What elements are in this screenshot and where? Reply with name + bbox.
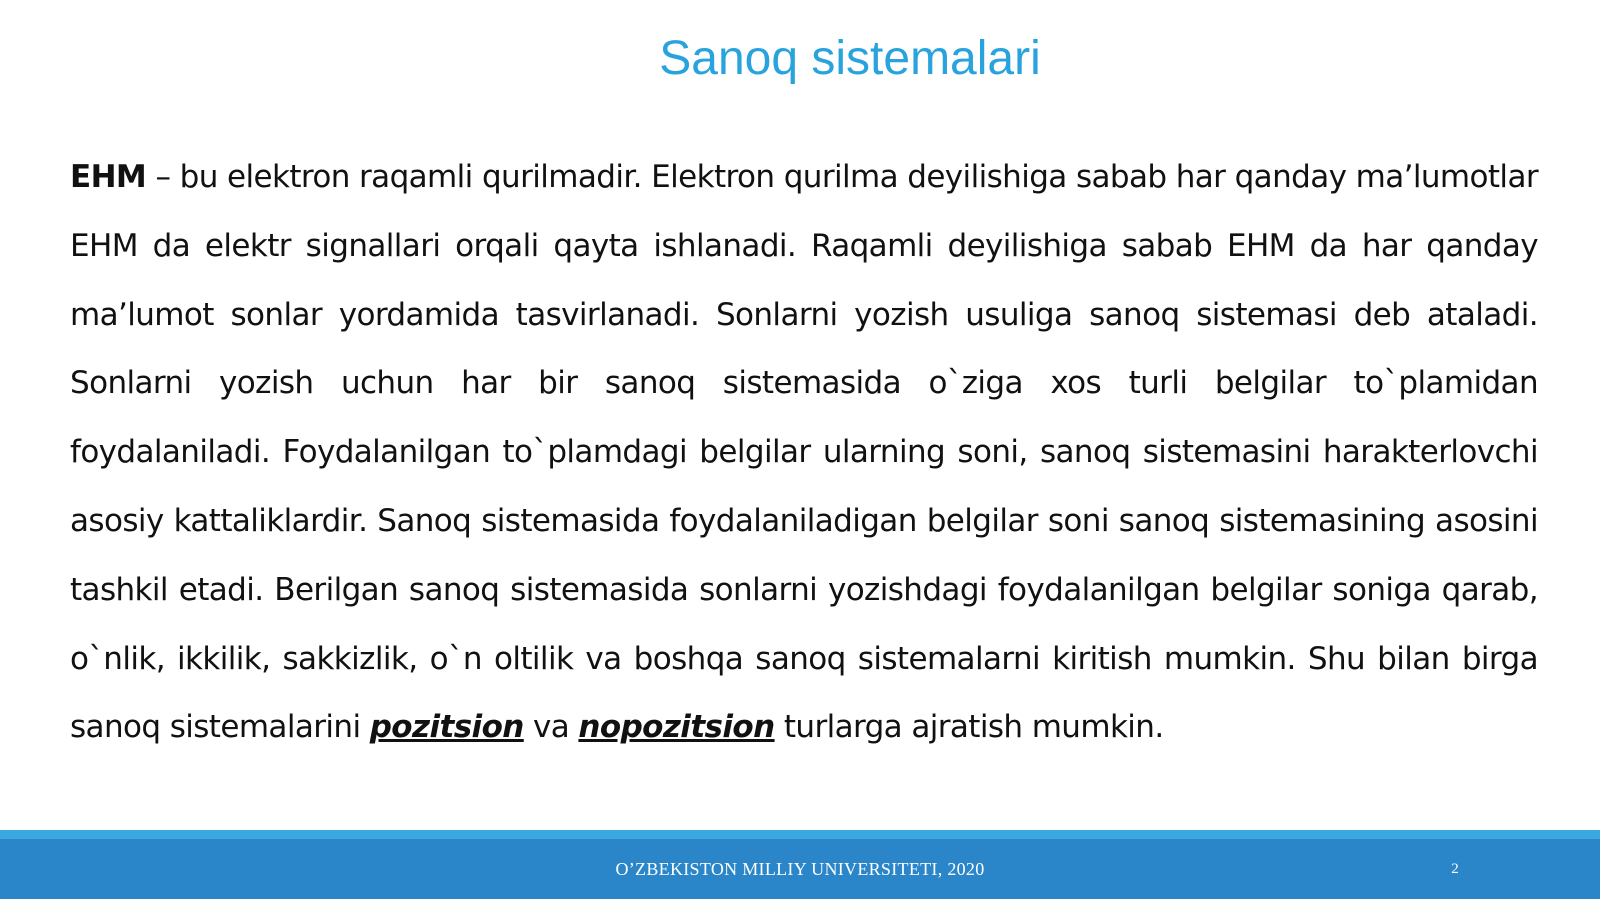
footer-stripe [0,830,1600,839]
page-number: 2 [1451,861,1459,877]
paragraph-main-text: – bu elektron raqamli qurilmadir. Elektron qurilma deyilishiga sabab har qanday ma’lumotlar EHM da elektr signallari orqali qayta ishlanadi. Raqamli deyilishiga sabab EHM da har qanday ma’lumot sonlar yordamida tasvirlanadi. Sonlarni yozish usuliga sanoq sistemasi deb ataladi. Sonlarni yozish uchun har bir sanoq sistemasida o`ziga xos turli belgilar to`plamidan foydalaniladi. Foydalanilgan to`plamdagi belgilar ularning soni, sanoq sistemasini harakterlovchi asosiy kattaliklardir. Sanoq sistemasida foydalaniladigan belgilar soni sanoq sistemasining asosini tashkil etadi. Berilgan sanoq sistemasida sonlarni yozishdagi foydalanilgan belgilar soniga qarab, o`nlik, ikkilik, sakkizlik, o`n oltilik va boshqa sanoq sistemalarni kiritish mumkin. Shu bilan birga sanoq sistemalarini [70,159,1538,746]
term-pozitsion: pozitsion [369,709,524,746]
lead-term: EHM [70,159,147,195]
footer-bar [0,839,1600,899]
footer-text: O’ZBEKISTON MILLIY UNIVERSITETI, 2020 [615,859,985,879]
term-nopozitsion: nopozitsion [578,709,775,746]
paragraph-joiner: va [523,709,579,746]
paragraph-tail: turlarga ajratish mumkin. [774,709,1164,746]
slide-title: Sanoq sistemalari [659,32,1041,85]
body-paragraph [70,143,1538,762]
